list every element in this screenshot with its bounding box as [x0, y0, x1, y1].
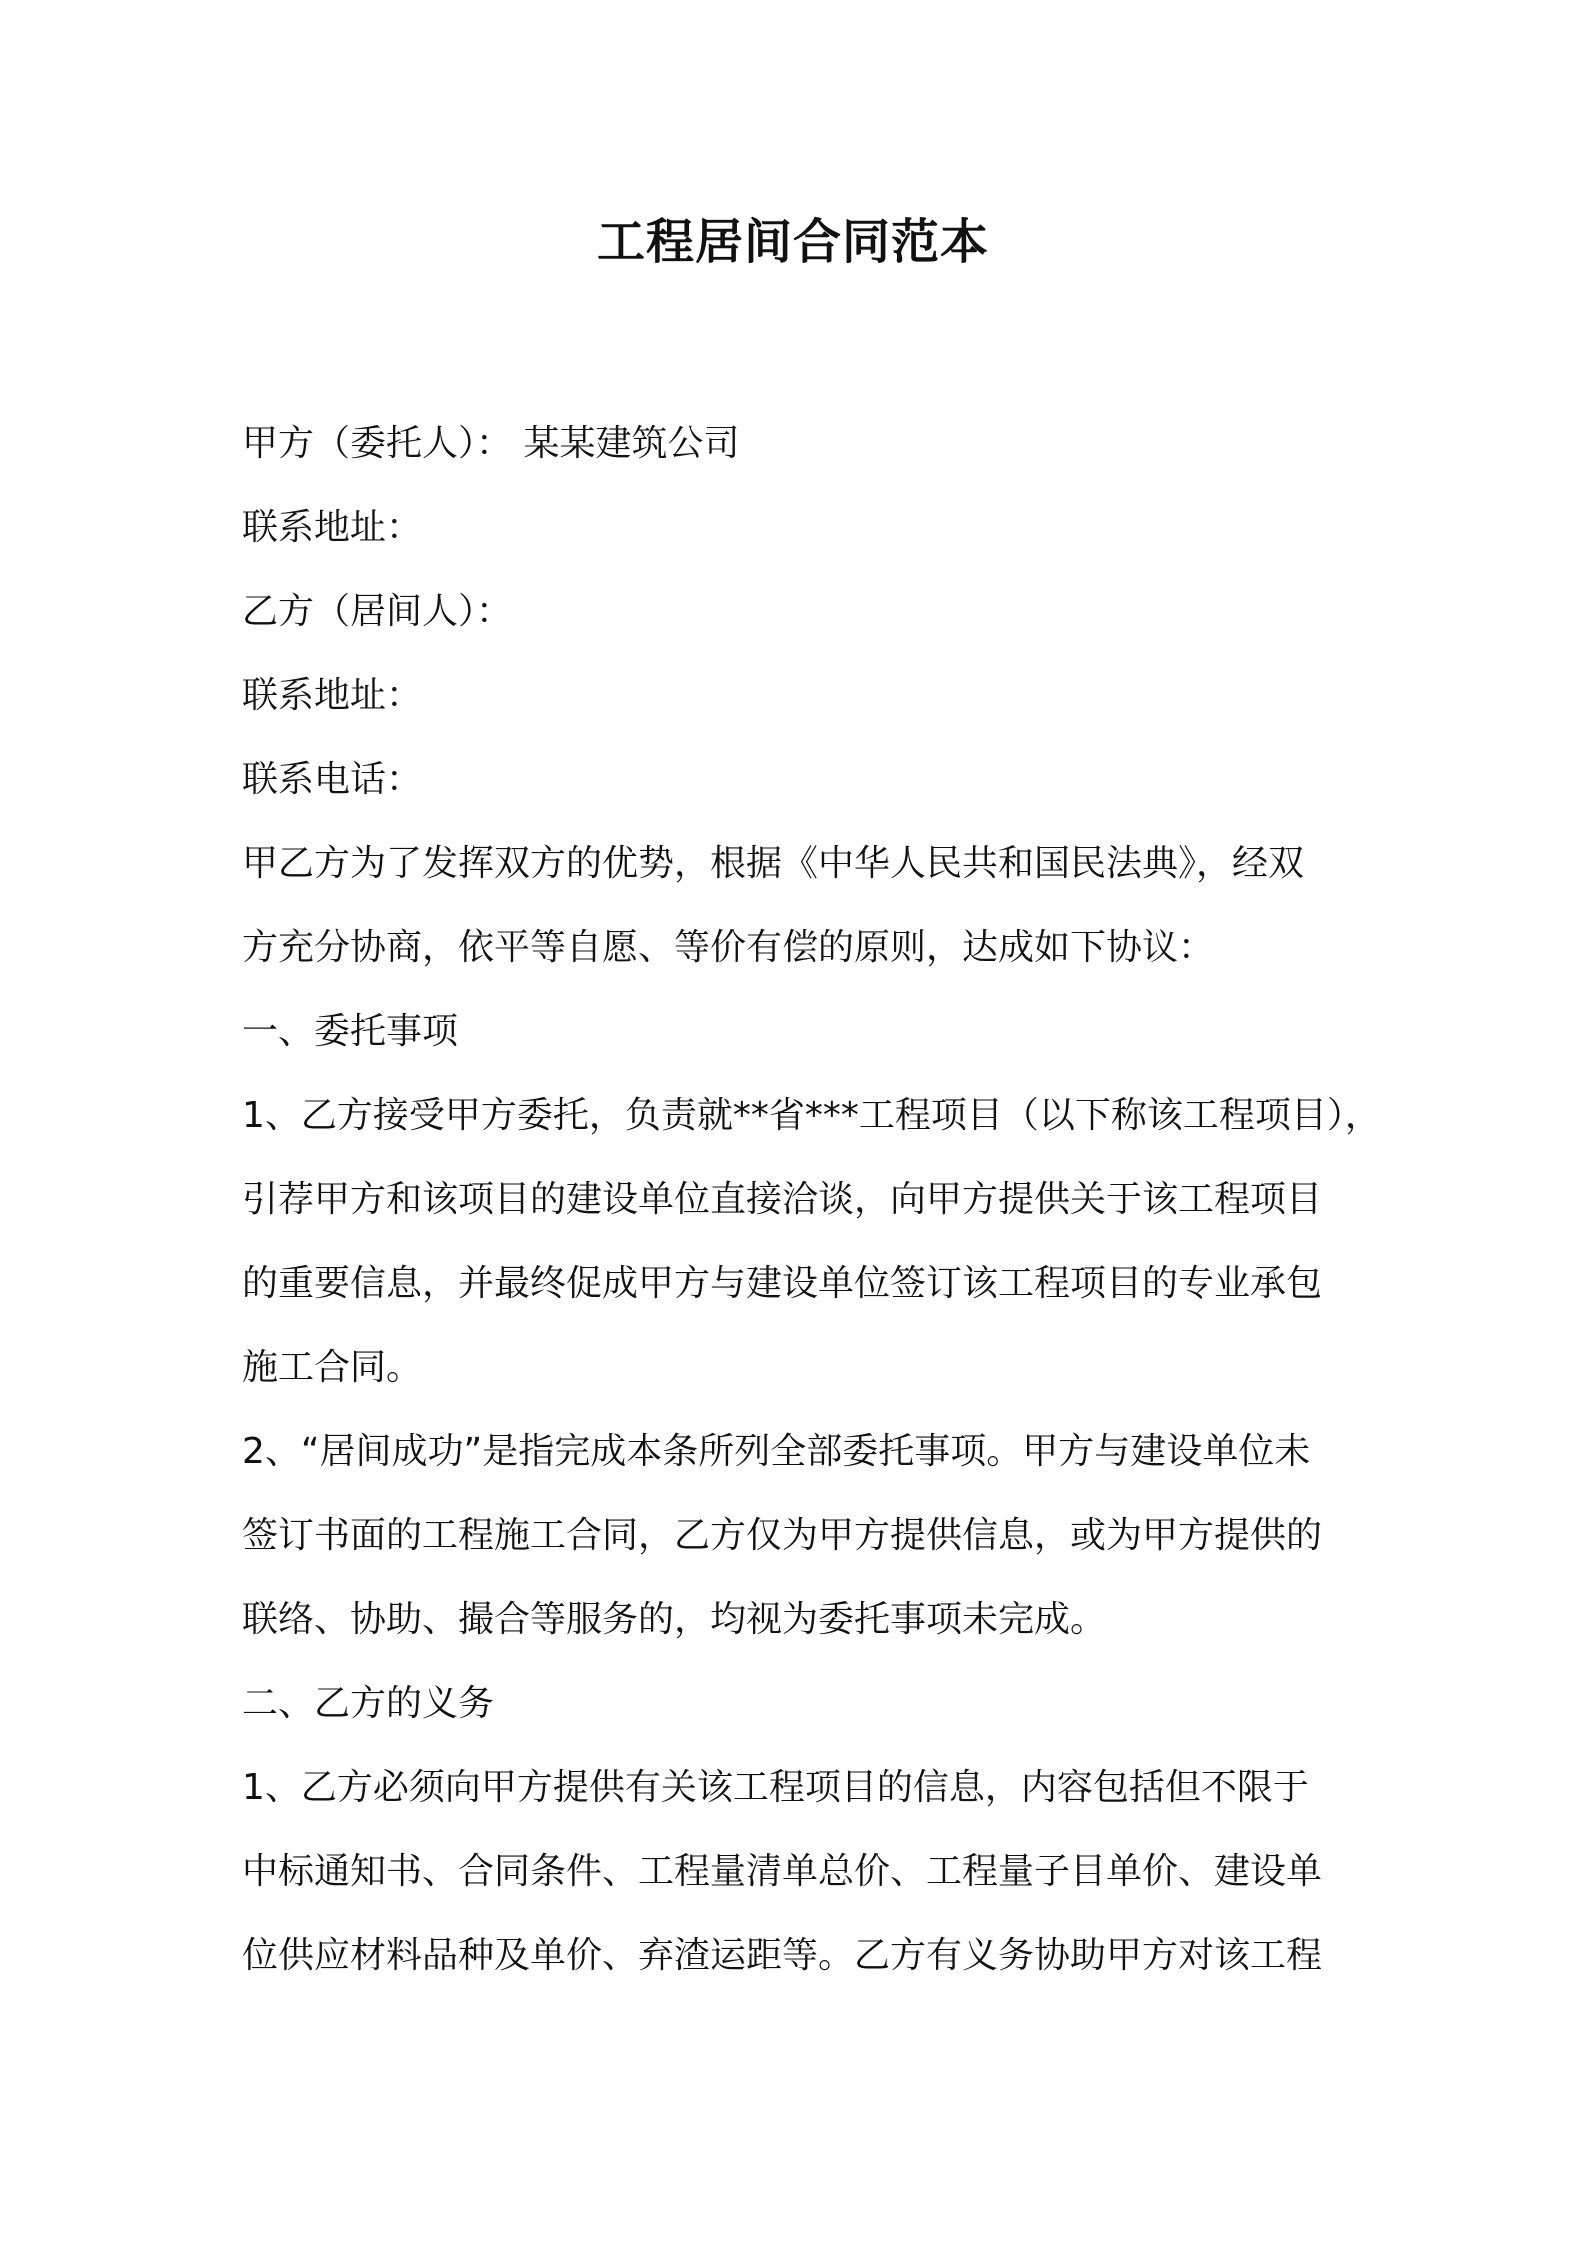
- party-b-phone-line: 联系电话：: [242, 759, 423, 800]
- document-body: [242, 402, 1381, 1998]
- clause-line: 2、“居间成功”是指完成本条所列全部委托事项。甲方与建设单位未: [242, 1431, 1311, 1472]
- clause-line: 施工合同。: [242, 1347, 423, 1388]
- party-a-address-line: 联系地址：: [242, 507, 423, 548]
- clause-line: 中标通知书、合同条件、工程量清单总价、工程量子目单价、建设单: [242, 1851, 1323, 1892]
- section-heading: 二、乙方的义务: [242, 1683, 495, 1724]
- clause-line: 1、乙方接受甲方委托，负责就**省***工程项目（以下称该工程项目），: [242, 1095, 1381, 1136]
- clause-line: 引荐甲方和该项目的建设单位直接洽谈，向甲方提供关于该工程项目: [242, 1179, 1323, 1220]
- clause-line: 的重要信息，并最终促成甲方与建设单位签订该工程项目的专业承包: [242, 1263, 1323, 1304]
- page-title: 工程居间合同范本: [596, 214, 989, 270]
- clause-line: 位供应材料品种及单价、弃渣运距等。乙方有义务协助甲方对该工程: [242, 1935, 1323, 1976]
- clause-line: 1、乙方必须向甲方提供有关该工程项目的信息，内容包括但不限于: [242, 1767, 1309, 1808]
- clause-line: 联络、协助、撮合等服务的，均视为委托事项未完成。: [242, 1599, 1107, 1640]
- party-b-line: 乙方（居间人）：: [242, 591, 513, 632]
- section-heading: 一、委托事项: [242, 1011, 459, 1052]
- preamble-line: 甲乙方为了发挥双方的优势，根据《中华人民共和国民法典》，经双: [242, 843, 1305, 884]
- party-b-address-line: 联系地址：: [242, 675, 423, 716]
- party-a-line: 甲方（委托人）： 某某建筑公司: [242, 423, 740, 464]
- clause-line: 签订书面的工程施工合同，乙方仅为甲方提供信息，或为甲方提供的: [242, 1515, 1323, 1556]
- preamble-line: 方充分协商，依平等自愿、等价有偿的原则，达成如下协议：: [242, 927, 1215, 968]
